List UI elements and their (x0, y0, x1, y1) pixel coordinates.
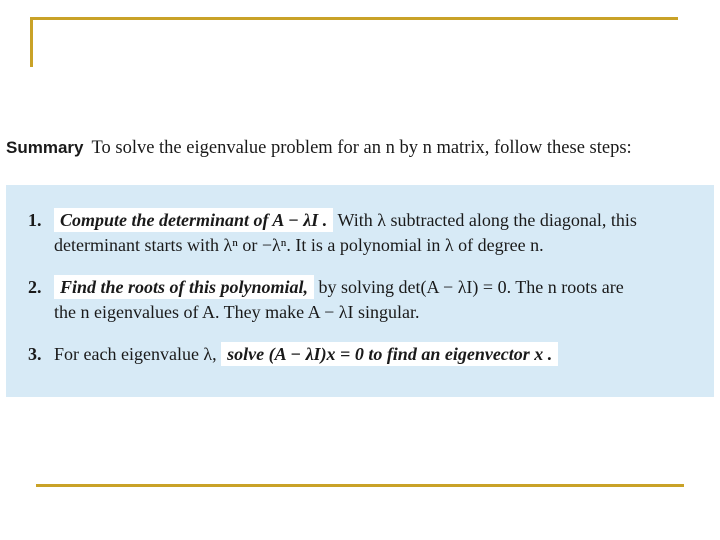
step-1 (28, 208, 637, 258)
summary-text: To solve the eigenvalue problem for an n by n matrix, follow these steps: (91, 138, 632, 158)
step-text: by solving det(A − λI) = 0. The n roots are (314, 277, 624, 297)
summary-title: Summary (6, 138, 84, 157)
step-text-continued: the n eigenvalues of A. They make A − λI singular. (54, 302, 420, 322)
summary-line (6, 138, 714, 159)
step-highlight: Find the roots of this polynomial, (54, 275, 314, 299)
step-highlight: Compute the determinant of A − λI . (54, 208, 333, 232)
step-2 (28, 275, 624, 325)
step-number: 3. (28, 344, 42, 364)
step-text: With λ subtracted along the diagonal, this (333, 210, 637, 230)
step-number: 1. (28, 210, 42, 230)
step-text-continued: determinant starts with λⁿ or −λⁿ. It is a polynomial in λ of degree n. (54, 235, 544, 255)
step-number: 2. (28, 277, 42, 297)
step-highlight: solve (A − λI)x = 0 to find an eigenvector x . (221, 342, 558, 366)
step-text: For each eigenvalue λ, (54, 344, 222, 364)
top-decorative-rule (30, 17, 678, 20)
step-3 (28, 342, 558, 367)
bottom-decorative-rule (36, 484, 684, 487)
left-decorative-rule (30, 17, 33, 67)
